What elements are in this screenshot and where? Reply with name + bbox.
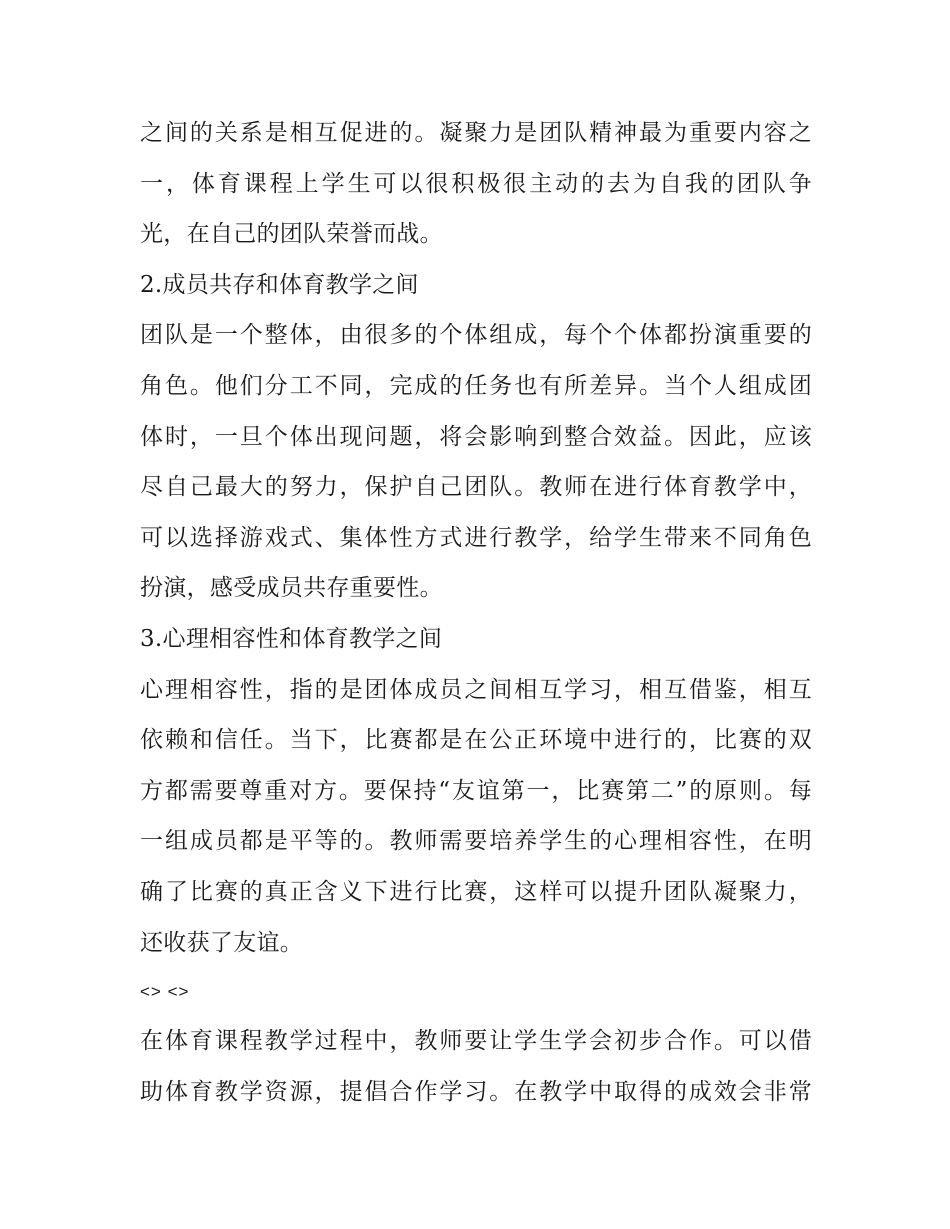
paragraph-line: 可以选择游戏式、集体性方式进行教学，给学生带来不同角色 — [140, 524, 812, 551]
paragraph-line: 还收获了友谊。 — [140, 929, 304, 956]
paragraph-line: 尽自己最大的努力，保护自己团队。教师在进行体育教学中， — [140, 474, 812, 501]
paragraph-line: 团队是一个整体，由很多的个体组成，每个个体都扮演重要的 — [140, 322, 812, 349]
paragraph-line: 角色。他们分工不同，完成的任务也有所差异。当个人组成团 — [140, 372, 812, 399]
section-heading: 3.心理相容性和体育教学之间 — [140, 625, 443, 652]
paragraph-line: 助体育教学资源，提倡合作学习。在教学中取得的成效会非常 — [140, 1078, 812, 1105]
paragraph-line: 心理相容性，指的是团体成员之间相互学习，相互借鉴，相互 — [140, 676, 812, 703]
paragraph-line: 在体育课程教学过程中，教师要让学生学会初步合作。可以借 — [140, 1028, 812, 1055]
document-page — [140, 108, 812, 1117]
paragraph-line: 方都需要尊重对方。要保持“友谊第一，比赛第二”的原则。每 — [140, 777, 812, 804]
section-heading: 2.成员共存和体育教学之间 — [140, 271, 419, 298]
paragraph-line: 体时，一旦个体出现问题，将会影响到整合效益。因此，应该 — [140, 423, 812, 450]
paragraph-line: 扮演，感受成员共存重要性。 — [140, 575, 443, 602]
paragraph-line: 之间的关系是相互促进的。凝聚力是团队精神最为重要内容之 — [140, 120, 812, 146]
paragraph-line: 确了比赛的真正含义下进行比赛，这样可以提升团队凝聚力， — [140, 878, 812, 905]
paragraph-line: 一，体育课程上学生可以很积极很主动的去为自我的团队争 — [140, 170, 812, 197]
paragraph-line: 依赖和信任。当下，比赛都是在公正环境中进行的，比赛的双 — [140, 727, 812, 754]
paragraph-line: 光，在自己的团队荣誉而战。 — [140, 221, 443, 248]
placeholder-marker: <> <> — [140, 982, 190, 1002]
paragraph-line: 一组成员都是平等的。教师需要培养学生的心理相容性，在明 — [140, 828, 812, 855]
